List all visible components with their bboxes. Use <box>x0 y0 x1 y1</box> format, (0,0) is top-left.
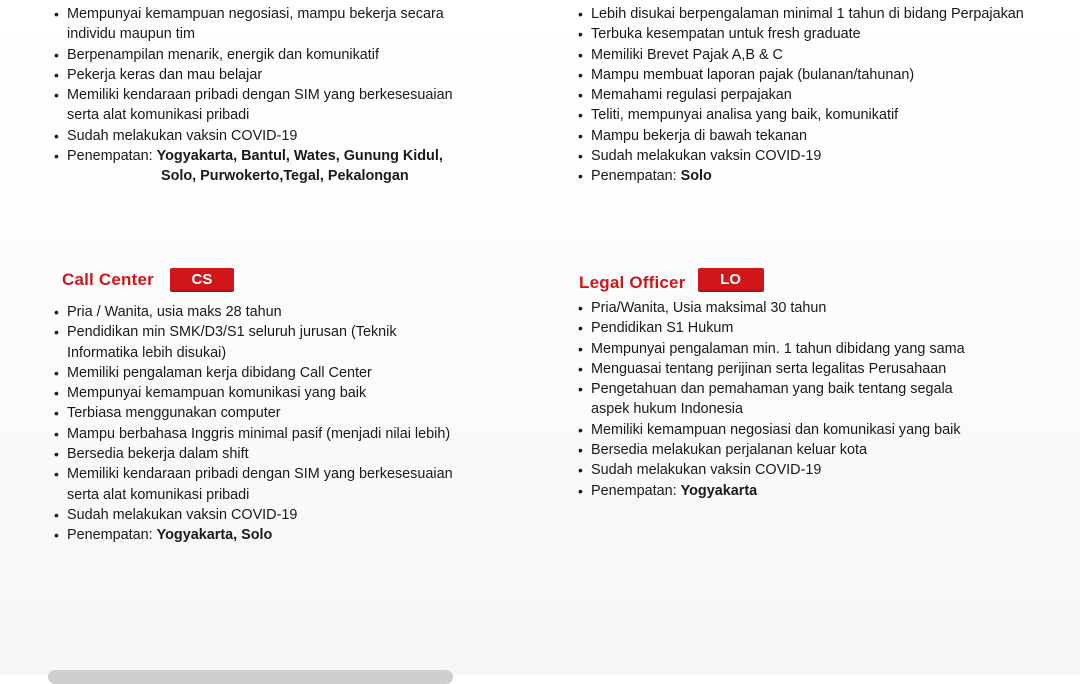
list-item: • Mempunyai pengalaman min. 1 tahun dibidang yang sama <box>578 339 1058 359</box>
placement-label: Penempatan: <box>67 527 157 544</box>
legal-officer-heading <box>579 267 764 293</box>
section-title: Call Center <box>62 270 154 289</box>
list-item: • Memiliki pengalaman kerja dibidang Call Center <box>54 363 494 383</box>
list-item: • Sudah melakukan vaksin COVID-19 <box>578 146 1068 166</box>
placement-item <box>54 146 494 187</box>
list-item: • Memahami regulasi perpajakan <box>578 85 1068 105</box>
placement-value: Yogyakarta, Bantul, Wates, Gunung Kidul, <box>156 148 443 165</box>
list-item: • Memiliki kendaraan pribadi dengan SIM yang berkesesuaian serta alat komunikasi pribadi <box>54 464 482 505</box>
list-item: • Menguasai tentang perijinan serta legalitas Perusahaan <box>578 359 1058 379</box>
list-item: • Sudah melakukan vaksin COVID-19 <box>54 126 494 146</box>
requirements-list-top-left <box>54 4 494 187</box>
requirements-list-legal-officer <box>578 298 1058 501</box>
list-item: • Sudah melakukan vaksin COVID-19 <box>578 460 1058 480</box>
list-item: • Sudah melakukan vaksin COVID-19 <box>54 505 494 525</box>
section-title: Legal Officer <box>579 273 686 292</box>
list-item: • Pria/Wanita, Usia maksimal 30 tahun <box>578 298 1058 318</box>
list-item: • Pekerja keras dan mau belajar <box>54 65 494 85</box>
section-badge: LO <box>698 268 764 292</box>
placement-label: Penempatan: <box>591 168 681 185</box>
placement-item <box>578 166 1068 186</box>
list-item: • Memiliki Brevet Pajak A,B & C <box>578 45 1068 65</box>
list-item: • Mampu berbahasa Inggris minimal pasif (menjadi nilai lebih) <box>54 424 494 444</box>
list-item: • Memiliki kemampuan negosiasi dan komunikasi yang baik <box>578 420 1058 440</box>
placement-value-continued: Solo, Purwokerto,Tegal, Pekalongan <box>161 168 409 185</box>
list-item: • Pendidikan min SMK/D3/S1 seluruh jurusan (Teknik Informatika lebih disukai) <box>54 322 427 363</box>
list-item: • Memiliki kendaraan pribadi dengan SIM yang berkesesuaian serta alat komunikasi pribadi <box>54 85 477 126</box>
requirements-list-call-center <box>54 302 494 546</box>
placement-value: Yogyakarta, Solo <box>156 527 273 544</box>
list-item: • Terbuka kesempatan untuk fresh graduate <box>578 24 1068 44</box>
list-item: • Bersedia melakukan perjalanan keluar kota <box>578 440 1058 460</box>
placement-item <box>54 525 494 545</box>
list-item: • Mempunyai kemampuan komunikasi yang baik <box>54 383 494 403</box>
list-item: • Mempunyai kemampuan negosiasi, mampu bekerja secara individu maupun tim <box>54 4 477 45</box>
list-item: • Pria / Wanita, usia maks 28 tahun <box>54 302 494 322</box>
list-item: • Pendidikan S1 Hukum <box>578 318 1058 338</box>
requirements-list-top-right <box>578 4 1068 187</box>
list-item: • Mampu membuat laporan pajak (bulanan/tahunan) <box>578 65 1068 85</box>
list-item: • Teliti, mempunyai analisa yang baik, komunikatif <box>578 105 1068 125</box>
list-item: • Bersedia bekerja dalam shift <box>54 444 494 464</box>
placement-label: Penempatan: <box>591 482 681 499</box>
list-item: • Lebih disukai berpengalaman minimal 1 tahun di bidang Perpajakan <box>578 4 1068 24</box>
list-item: • Terbiasa menggunakan computer <box>54 403 494 423</box>
placement-item <box>578 481 1058 501</box>
call-center-heading <box>62 268 234 292</box>
placement-label: Penempatan: <box>67 148 157 165</box>
section-badge: CS <box>170 268 234 292</box>
placement-value: Yogyakarta <box>680 482 758 499</box>
list-item: • Berpenampilan menarik, energik dan komunikatif <box>54 45 494 65</box>
placement-value: Solo <box>680 168 712 185</box>
list-item: • Pengetahuan dan pemahaman yang baik tentang segala aspek hukum Indonesia <box>578 379 991 420</box>
list-item: • Mampu bekerja di bawah tekanan <box>578 126 1068 146</box>
footer-bar <box>48 670 453 684</box>
